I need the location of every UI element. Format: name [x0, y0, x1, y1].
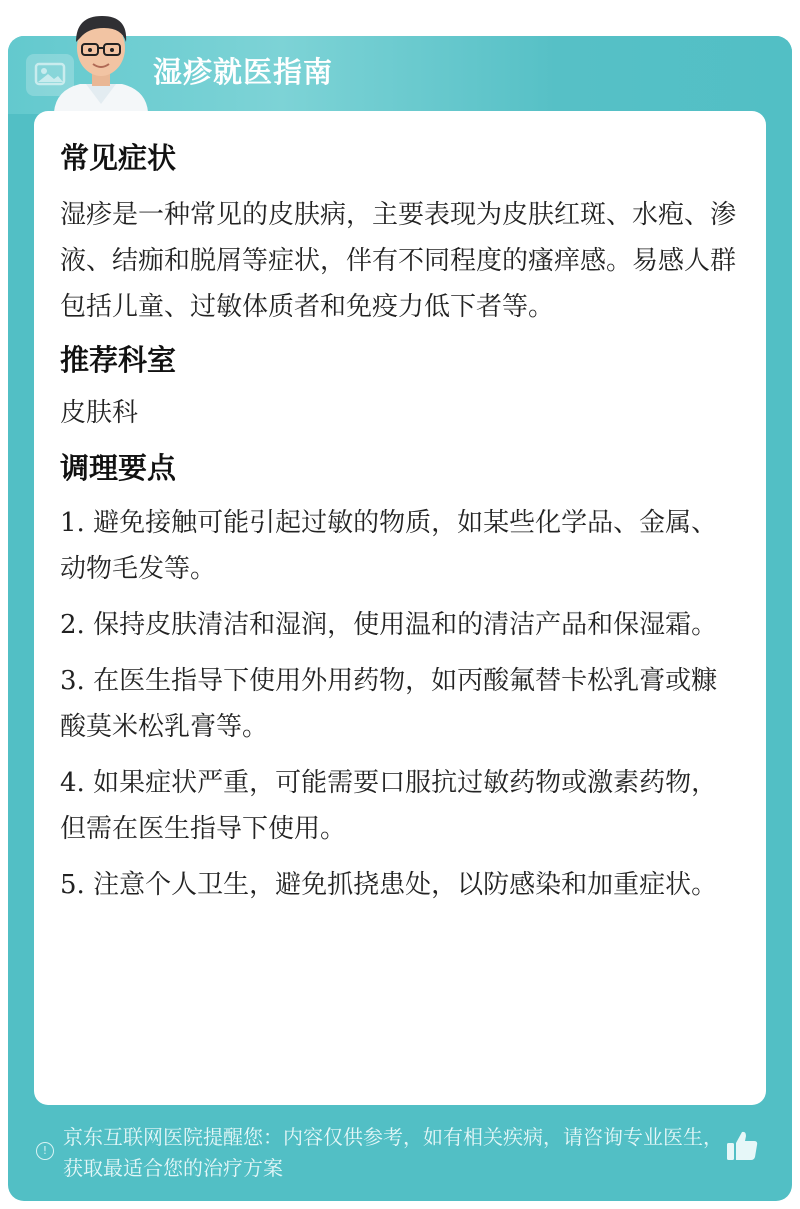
- care-item-text: 保持皮肤清洁和湿润，使用温和的清洁产品和保湿霜。: [93, 610, 718, 640]
- care-item-text: 在医生指导下使用外用药物，如丙酸氟替卡松乳膏或糠酸莫米松乳膏等。: [60, 666, 718, 742]
- care-item-text: 如果症状严重，可能需要口服抗过敏药物或激素药物，但需在医生指导下使用。: [60, 768, 718, 844]
- symptoms-text: 湿疹是一种常见的皮肤病，主要表现为皮肤红斑、水疱、渗液、结痂和脱屑等症状，伴有不同程度的瘙痒感。易感人群包括儿童、过敏体质者和免疫力低下者等。: [60, 200, 737, 322]
- care-item-number: 5.: [60, 870, 85, 900]
- content-area: [60, 138, 740, 918]
- care-item: [60, 500, 740, 592]
- care-item: [60, 602, 740, 648]
- care-item: [60, 862, 740, 908]
- care-item-text: 避免接触可能引起过敏的物质，如某些化学品、金属、动物毛发等。: [60, 508, 718, 584]
- symptoms-heading: 常见症状: [60, 141, 177, 175]
- care-item-number: 3.: [60, 666, 85, 696]
- page-title: 湿疹就医指南: [153, 55, 334, 89]
- thumbs-up-icon[interactable]: [724, 1128, 760, 1164]
- info-icon: !: [36, 1142, 54, 1160]
- department-heading: 推荐科室: [60, 343, 177, 377]
- care-heading: 调理要点: [60, 451, 177, 485]
- doctor-avatar-icon: [46, 8, 156, 112]
- care-item: [60, 760, 740, 852]
- care-item: [60, 658, 740, 750]
- care-item-text: 注意个人卫生，避免抓挠患处，以防感染和加重症状。: [93, 870, 718, 900]
- disclaimer-text: 京东互联网医院提醒您：内容仅供参考，如有相关疾病，请咨询专业医生，获取最适合您的治疗方案: [63, 1125, 723, 1180]
- care-item-number: 4.: [60, 768, 85, 798]
- care-item-number: 1.: [60, 508, 85, 538]
- care-item-number: 2.: [60, 610, 85, 640]
- department-text: 皮肤科: [60, 398, 139, 428]
